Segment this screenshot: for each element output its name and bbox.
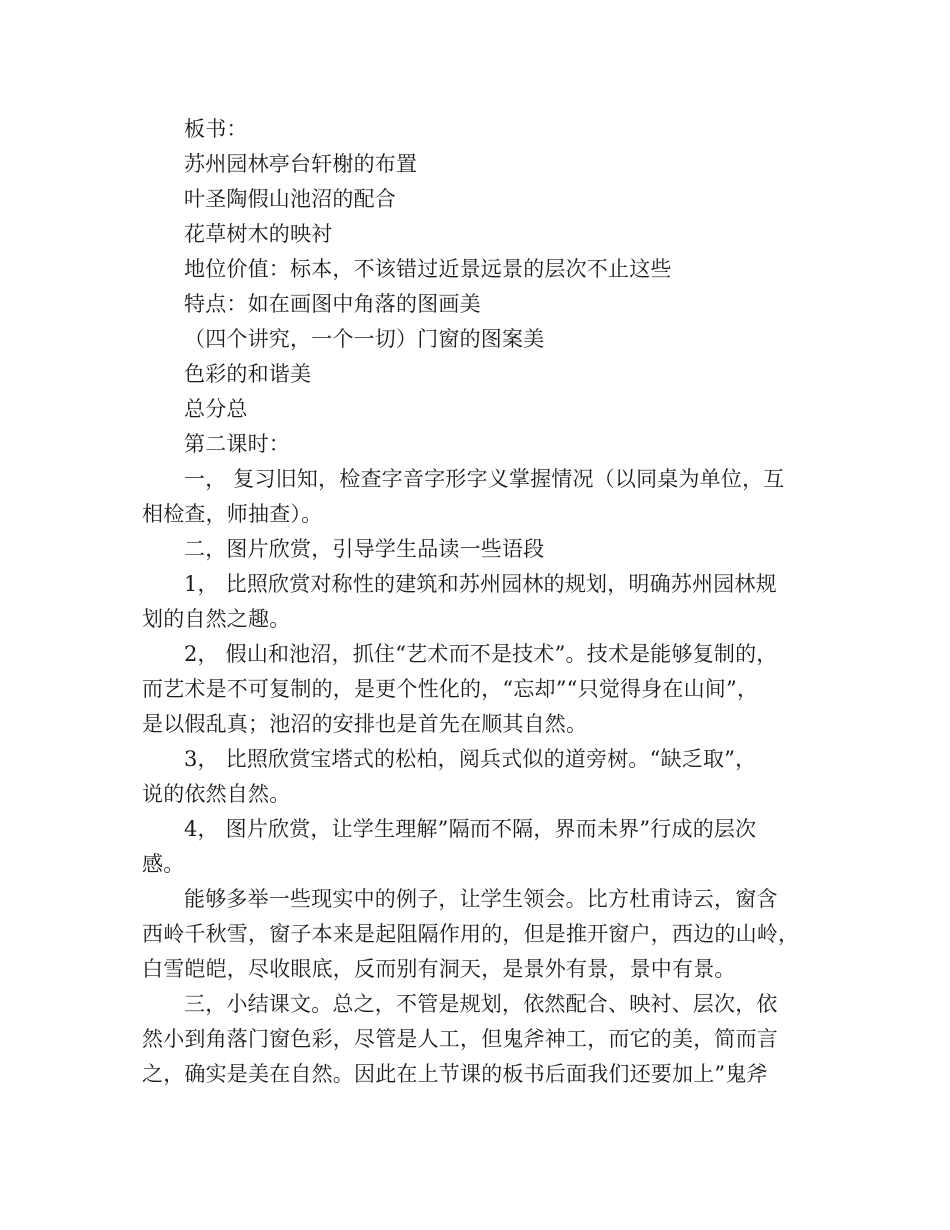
text-line: 划的自然之趣。 — [142, 607, 291, 631]
text-line: 一， 复习旧知，检查字音字形字义掌握情况（以同桌为单位，互 — [184, 467, 785, 491]
text-line: 3， 比照欣赏宝塔式的松柏，阅兵式似的道旁树。“缺乏取”， — [184, 747, 757, 771]
text-line: 总分总 — [184, 397, 248, 421]
text-line: 之，确实是美在自然。因此在上节课的板书后面我们还要加上”鬼斧 — [142, 1062, 768, 1086]
text-line: 叶圣陶假山池沼的配合 — [184, 187, 396, 211]
document-body — [142, 112, 810, 1092]
text-line: 感。 — [142, 852, 185, 876]
text-line: 2， 假山和池沼，抓住“艺术而不是技术”。技术是能够复制的， — [184, 642, 778, 666]
text-line: 4， 图片欣赏，让学生理解”隔而不隔，界而未界”行成的层次 — [184, 817, 757, 841]
text-line: 白雪皑皑，尽收眼底，反而别有洞天，是景外有景，景中有景。 — [142, 957, 736, 981]
text-line: 1， 比照欣赏对称性的建筑和苏州园林的规划，明确苏州园林规 — [184, 572, 777, 596]
text-line: 而艺术是不可复制的，是更个性化的，“忘却”“只觉得身在山间”， — [142, 677, 759, 701]
text-line: 西岭千秋雪，窗子本来是起阻隔作用的，但是推开窗户，西边的山岭， — [142, 922, 800, 946]
text-line: 三，小结课文。总之，不管是规划，依然配合、映衬、层次，依 — [184, 992, 778, 1016]
text-line: 色彩的和谐美 — [184, 362, 312, 386]
text-line: 苏州园林亭台轩榭的布置 — [184, 152, 418, 176]
text-line: 相检查，师抽查）。 — [142, 502, 323, 526]
text-line: （四个讲究，一个一切）门窗的图案美 — [184, 327, 545, 351]
text-line: 地位价值：标本，不该错过近景远景的层次不止这些 — [184, 257, 672, 281]
text-line: 板书： — [184, 117, 248, 141]
text-line: 说的依然自然。 — [142, 782, 291, 806]
text-line: 能够多举一些现实中的例子，让学生领会。比方杜甫诗云，窗含 — [184, 887, 778, 911]
text-line: 是以假乱真；池沼的安排也是首先在顺其自然。 — [142, 712, 588, 736]
text-line: 二，图片欣赏，引导学生品读一些语段 — [184, 537, 545, 561]
text-line: 特点：如在画图中角落的图画美 — [184, 292, 481, 316]
text-line: 花草树木的映衬 — [184, 222, 333, 246]
text-line: 然小到角落门窗色彩，尽管是人工，但鬼斧神工，而它的美，简而言 — [142, 1027, 778, 1051]
text-line: 第二课时： — [184, 432, 290, 456]
